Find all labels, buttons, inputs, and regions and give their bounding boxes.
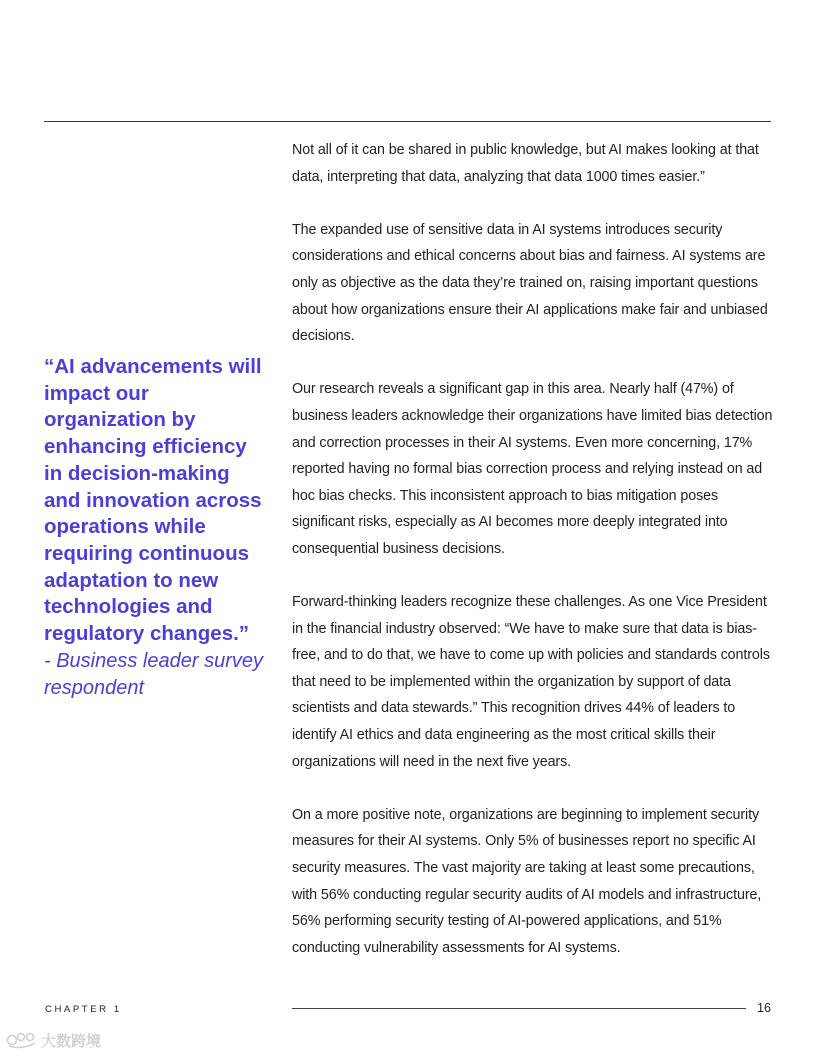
watermark-text: 大数跨境 bbox=[41, 1031, 102, 1050]
watermark-logo-icon bbox=[6, 1031, 38, 1049]
pull-quote-attribution: - Business leader survey respondent bbox=[44, 650, 263, 699]
body-text-column bbox=[292, 137, 774, 988]
page-number: 16 bbox=[757, 1001, 771, 1015]
watermark bbox=[6, 1029, 110, 1051]
body-paragraph-3: Our research reveals a significant gap in this area. Nearly half (47%) of business leaders acknowledge their organizations have limited bias detection and correction processes in their AI systems. Even more concerning, 17% reported having no formal bias correction process and relying instead on ad hoc bias checks. This inconsistent approach to bias mitigation poses significant risks, especially as AI becomes more deeply integrated into consequential business decisions. bbox=[292, 381, 773, 557]
top-divider bbox=[44, 121, 771, 122]
body-paragraph-4: Forward-thinking leaders recognize these challenges. As one Vice President in the financial industry observed: “We have to make sure that data is bias-free, and to do that, we have to come up with policies and standards controls that need to be implemented within the organization by support of data scientists and data stewards.” This recognition drives 44% of leaders to identify AI ethics and data engineering as the most critical skills their organizations will need in the next five years. bbox=[292, 594, 770, 770]
body-paragraph-5: On a more positive note, organizations are beginning to implement security measures for their AI systems. Only 5% of businesses report no specific AI security measures. The vast majority are taking at least some precautions, with 56% conducting regular security audits of AI models and infrastructure, 56% performing security testing of AI-powered applications, and 51% conducting vulnerability assessments for AI systems. bbox=[292, 806, 762, 956]
chapter-label: CHAPTER 1 bbox=[45, 1004, 122, 1015]
footer-divider bbox=[292, 1008, 746, 1009]
body-paragraph-1: Not all of it can be shared in public knowledge, but AI makes looking at that data, interpreting that data, analyzing that data 1000 times easier.” bbox=[292, 142, 759, 185]
body-paragraph-2: The expanded use of sensitive data in AI systems introduces security considerations and ethical concerns about bias and fairness. AI systems are only as objective as the data they’re trained on, raising important questions about how organizations ensure their AI applications make fair and unbiased decisions. bbox=[292, 221, 768, 345]
pull-quote: “AI advancements will impact our organization by enhancing efficiency in decision-making and innovation across operations while requiring continuous adaptation to new technologies and regulatory changes.” bbox=[44, 355, 262, 646]
